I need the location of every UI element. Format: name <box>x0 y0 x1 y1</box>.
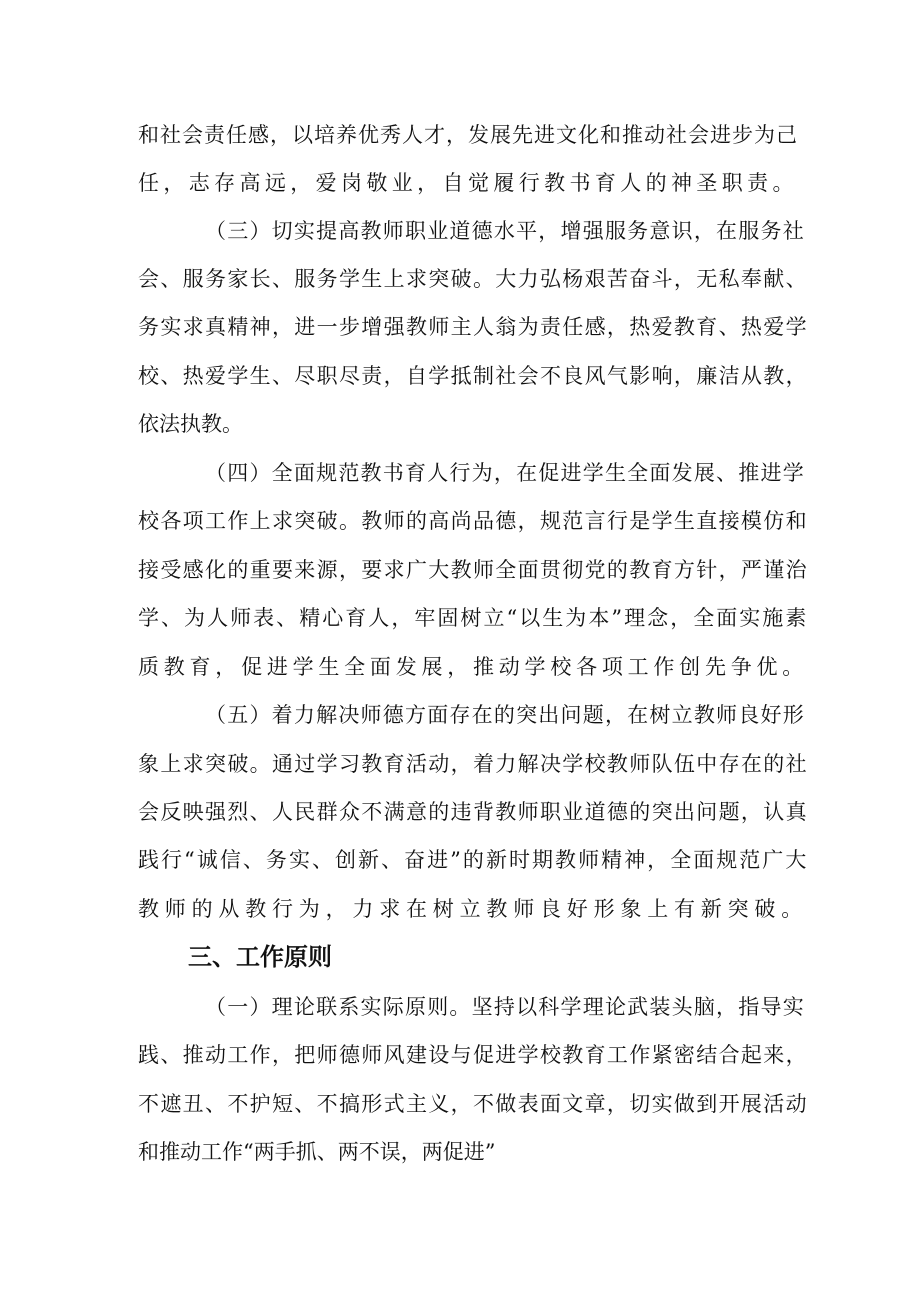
text-line: 践、推动工作，把师德师风建设与促进学校教育工作紧密结合起来， <box>138 1043 808 1067</box>
text-line: 不遮丑、不护短、不搞形式主义，不做表面文章，切实做到开展活动 <box>138 1092 808 1116</box>
text-line: 务实求真精神，进一步增强教师主人翁为责任感，热爱教育、热爱学 <box>138 315 808 339</box>
text-line: 任，志存高远，爱岗敬业，自觉履行教书育人的神圣职责。 <box>138 171 798 195</box>
text-line: （五）着力解决师德方面存在的突出问题，在树立教师良好形 <box>205 703 805 727</box>
text-line: 校各项工作上求突破。教师的高尚品德，规范言行是学生直接模仿和 <box>138 509 808 533</box>
section-heading: 三、工作原则 <box>188 943 332 971</box>
text-line: 依法执教。 <box>138 412 243 436</box>
text-line: 和社会责任感，以培养优秀人才，发展先进文化和推动社会进步为己 <box>138 123 798 147</box>
text-line: 象上求突破。通过学习教育活动，着力解决学校教师队伍中存在的社 <box>138 752 808 776</box>
text-line: （四）全面规范教书育人行为，在促进学生全面发展、推进学 <box>205 461 805 485</box>
text-line: （一）理论联系实际原则。坚持以科学理论武装头脑，指导实 <box>205 995 805 1019</box>
text-line: 会反映强烈、人民群众不满意的违背教师职业道德的突出问题，认真 <box>138 800 808 824</box>
text-line: 践行“诚信、务实、创新、奋进”的新时期教师精神，全面规范广大 <box>138 848 808 872</box>
text-line: 和推动工作“两手抓、两不误，两促进” <box>138 1140 496 1164</box>
text-line: 校、热爱学生、尽职尽责，自学抵制社会不良风气影响，廉洁从教， <box>138 364 808 388</box>
text-line: 会、服务家长、服务学生上求突破。大力弘杨艰苦奋斗，无私奉献、 <box>138 267 808 291</box>
text-line: 接受感化的重要来源，要求广大教师全面贯彻党的教育方针，严谨治 <box>138 558 808 582</box>
text-line: 质教育，促进学生全面发展，推动学校各项工作创先争优。 <box>138 655 808 679</box>
text-line: 学、为人师表、精心育人，牢固树立“以生为本”理念，全面实施素 <box>138 606 808 630</box>
text-line: （三）切实提高教师职业道德水平，增强服务意识，在服务社 <box>205 219 805 243</box>
text-line: 教师的从教行为，力求在树立教师良好形象上有新突破。 <box>138 897 808 921</box>
